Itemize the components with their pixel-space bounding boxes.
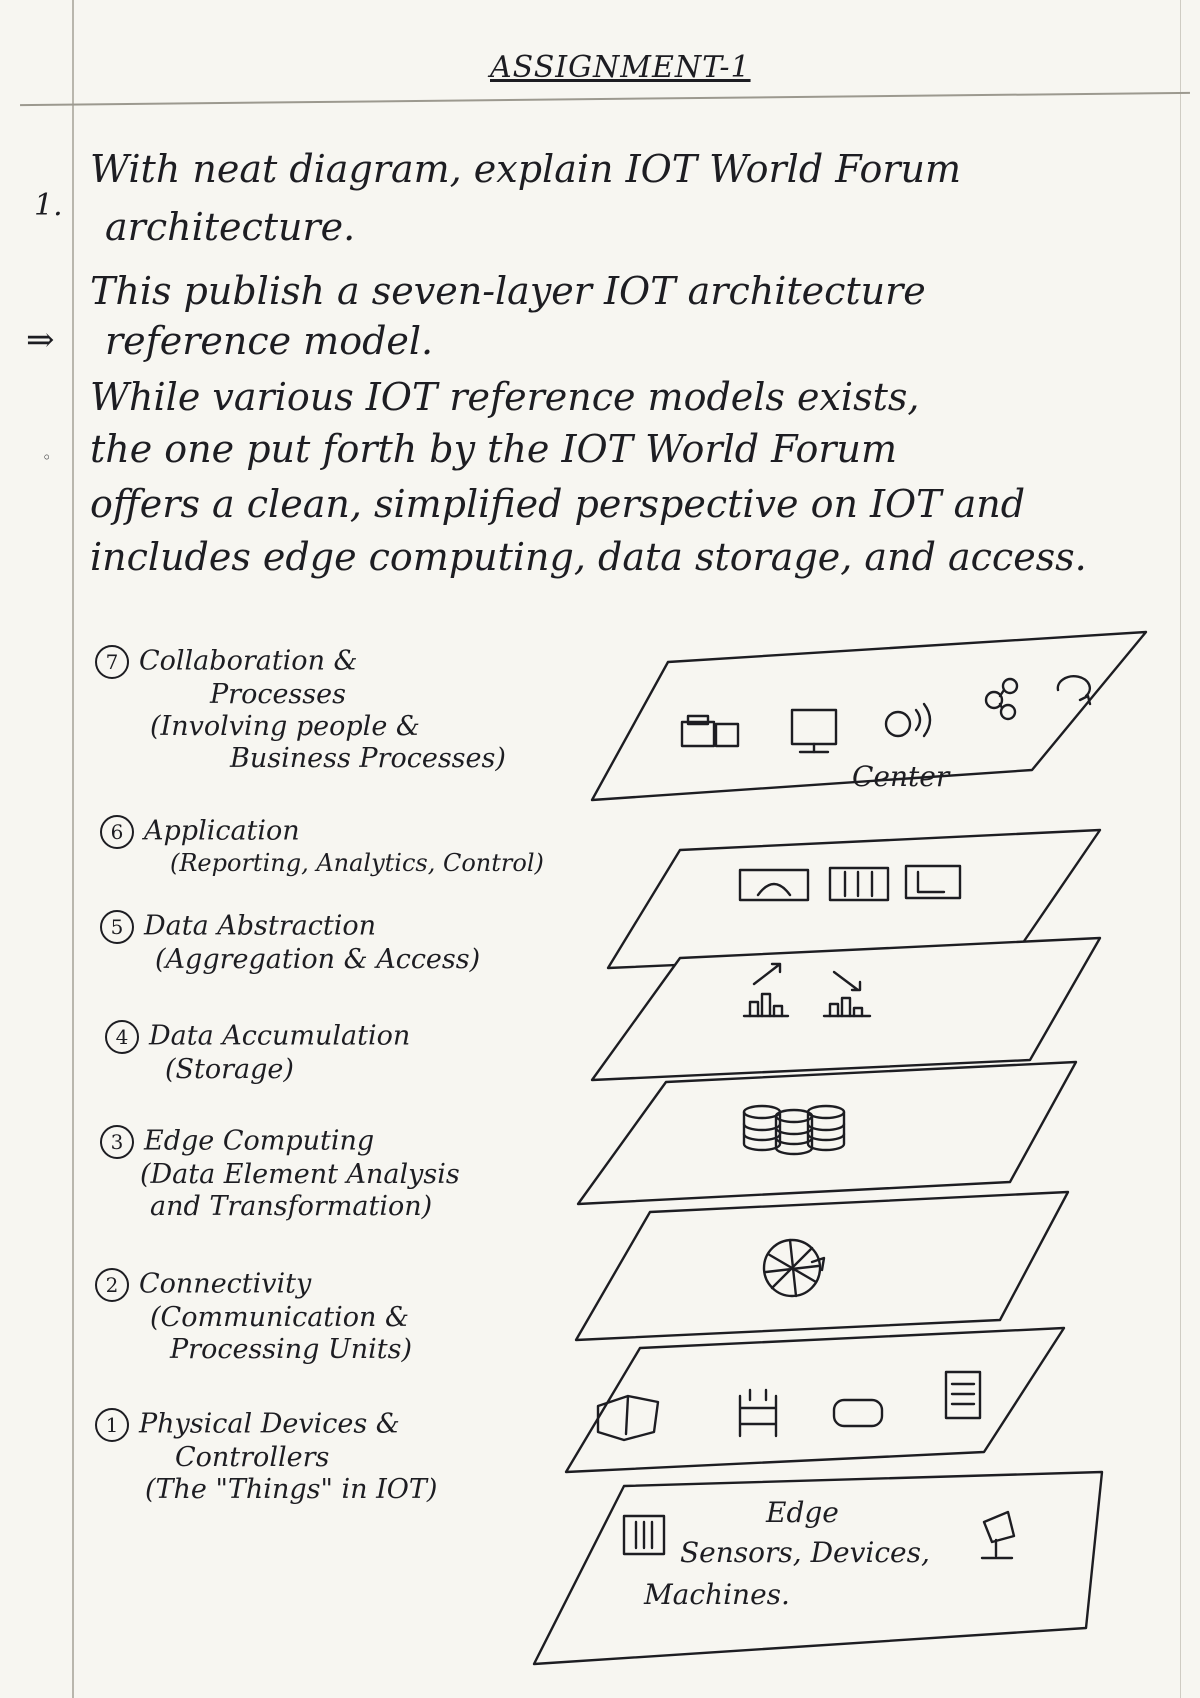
layer-3-number: 3 (100, 1125, 134, 1159)
answer-line-3: While various IOT reference models exists, (90, 375, 920, 419)
question-line-2: architecture. (105, 205, 356, 249)
layer-7-line-3: Business Processes) (230, 742, 506, 774)
layer-6-line-1: (Reporting, Analytics, Control) (170, 849, 544, 877)
plane-7 (592, 632, 1146, 800)
answer-line-2: reference model. (105, 319, 434, 363)
layer-1-line-1: Controllers (175, 1442, 330, 1473)
layer-5-title: Data Abstraction (144, 910, 377, 942)
layer-6-title: Application (144, 815, 300, 847)
layer-7-number: 7 (95, 645, 129, 679)
plane-3 (576, 1192, 1068, 1340)
answer-arrow: ⇒ (26, 320, 55, 360)
page-title: ASSIGNMENT-1 (490, 50, 751, 85)
layer-6-number: 6 (100, 815, 134, 849)
layer-4-title: Data Accumulation (149, 1020, 411, 1052)
layer-2-line-2: Processing Units) (170, 1333, 413, 1365)
plane-1 (534, 1472, 1102, 1664)
layer-1-title: Physical Devices & (139, 1408, 400, 1440)
layer-5-line-1: (Aggregation & Access) (155, 944, 481, 975)
answer-line-5: offers a clean, simplified perspective on IOT and (90, 482, 1026, 526)
answer-line-6: includes edge computing, data storage, and access. (90, 535, 1087, 579)
layer-2-title: Connectivity (139, 1268, 312, 1300)
question-line-1: With neat diagram, explain IOT World Forum (90, 147, 962, 191)
plane-2 (566, 1328, 1064, 1472)
layer-7-line-2: (Involving people & (150, 710, 420, 742)
plane-4 (578, 1062, 1076, 1204)
layer-4-number: 4 (105, 1020, 139, 1054)
edge-label: Edge (766, 1496, 839, 1529)
layer-7-line-1: Processes (210, 679, 346, 710)
layer-4-line-1: (Storage) (165, 1054, 294, 1085)
bullet-marker: ◦ (42, 448, 52, 467)
layer-3-title: Edge Computing (144, 1125, 375, 1157)
edge-sublabel: Sensors, Devices, (680, 1536, 930, 1569)
center-label: Center (852, 760, 950, 793)
answer-line-4: the one put forth by the IOT World Forum (90, 427, 897, 471)
layer-3-line-2: and Transformation) (150, 1190, 433, 1222)
layer-1-number: 1 (95, 1408, 129, 1442)
question-number: 1. (34, 188, 63, 223)
answer-line-1: This publish a seven-layer IOT architecture (90, 269, 926, 313)
layer-7-title: Collaboration & (139, 645, 358, 677)
layer-5-number: 5 (100, 910, 134, 944)
layer-3-line-1: (Data Element Analysis (140, 1159, 460, 1190)
layer-1-line-2: (The "Things" in IOT) (145, 1473, 438, 1505)
layer-2-line-1: (Communication & (150, 1302, 410, 1333)
machines-label: Machines. (644, 1578, 790, 1611)
layer-2-number: 2 (95, 1268, 129, 1302)
